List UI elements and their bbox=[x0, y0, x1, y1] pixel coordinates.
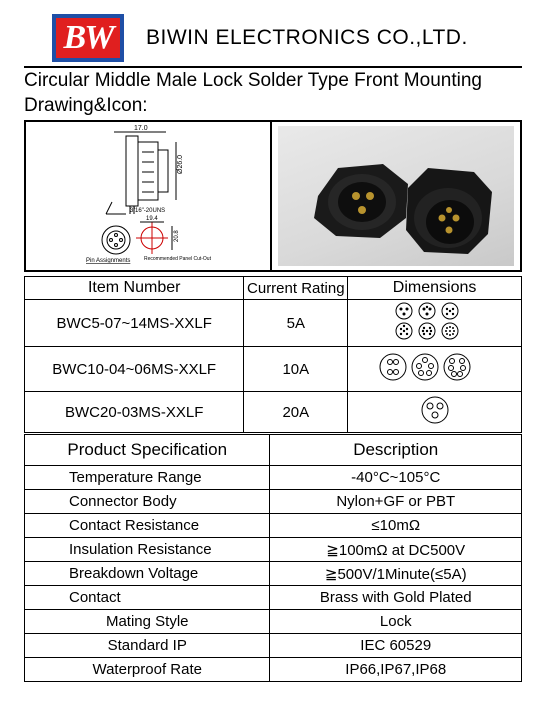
spec-table bbox=[24, 434, 522, 682]
item-number-header: Item Number bbox=[25, 277, 244, 300]
spec-value: Lock bbox=[270, 610, 522, 634]
technical-drawing bbox=[26, 122, 270, 270]
table-row bbox=[25, 586, 522, 610]
spec-label: Contact bbox=[25, 586, 270, 610]
table-row bbox=[25, 514, 522, 538]
spec-label: Contact Resistance bbox=[25, 514, 270, 538]
panel-cutout-label: Recommended Panel Cut-Out bbox=[144, 256, 211, 262]
drawing-subtitle: Drawing&Icon: bbox=[24, 95, 148, 116]
connector-image bbox=[278, 126, 514, 266]
pin-layout-10a-icon bbox=[375, 350, 495, 384]
table-row bbox=[25, 347, 522, 392]
table-row bbox=[25, 392, 522, 433]
description-header: Description bbox=[270, 435, 522, 466]
spec-label: Connector Body bbox=[25, 490, 270, 514]
spec-label: Mating Style bbox=[25, 610, 270, 634]
spec-value: IP66,IP67,IP68 bbox=[270, 658, 522, 682]
logo-text: BW bbox=[56, 18, 120, 58]
pin-layout-5a-icon bbox=[390, 300, 480, 342]
dim-width: 17.0 bbox=[134, 125, 148, 132]
pin-layout-icons bbox=[348, 300, 522, 347]
table-row bbox=[25, 634, 522, 658]
spec-value: Nylon+GF or PBT bbox=[270, 490, 522, 514]
table-row bbox=[25, 300, 522, 347]
spec-label: Waterproof Rate bbox=[25, 658, 270, 682]
spec-label: Insulation Resistance bbox=[25, 538, 270, 562]
dim-cutout-h: 20.8 bbox=[174, 230, 180, 242]
spec-value: Brass with Gold Plated bbox=[270, 586, 522, 610]
spec-value: ≧100mΩ at DC500V bbox=[270, 538, 522, 562]
item-number: BWC20-03MS-XXLF bbox=[25, 392, 244, 433]
table-row bbox=[25, 610, 522, 634]
pin-layout-20a-icon bbox=[420, 395, 450, 425]
spec-label: Breakdown Voltage bbox=[25, 562, 270, 586]
spec-label: Standard IP bbox=[25, 634, 270, 658]
item-number: BWC5-07~14MS-XXLF bbox=[25, 300, 244, 347]
dim-thread: 3/16"-20UNS bbox=[130, 208, 166, 214]
current-rating: 10A bbox=[244, 347, 348, 392]
drawing-panel bbox=[24, 120, 522, 272]
table-row bbox=[25, 658, 522, 682]
current-rating: 5A bbox=[244, 300, 348, 347]
spec-header: Product Specification bbox=[25, 435, 270, 466]
item-table bbox=[24, 276, 522, 433]
pin-assignments-label: Pin Assignments bbox=[86, 258, 131, 264]
current-rating: 20A bbox=[244, 392, 348, 433]
drawing-divider bbox=[270, 122, 272, 270]
table-row bbox=[25, 538, 522, 562]
product-photo bbox=[278, 126, 514, 266]
item-number: BWC10-04~06MS-XXLF bbox=[25, 347, 244, 392]
spec-value: ≧500V/1Minute(≤5A) bbox=[270, 562, 522, 586]
pin-layout-icons bbox=[348, 347, 522, 392]
company-name: BIWIN ELECTRONICS CO.,LTD. bbox=[146, 26, 468, 49]
table-row bbox=[25, 490, 522, 514]
spec-label: Temperature Range bbox=[25, 466, 270, 490]
pin-layout-icons bbox=[348, 392, 522, 433]
dim-diameter: Ø26.0 bbox=[177, 154, 184, 174]
spec-value: ≤10mΩ bbox=[270, 514, 522, 538]
header-divider bbox=[24, 66, 522, 68]
spec-value: -40°C~105°C bbox=[270, 466, 522, 490]
dimensions-header: Dimensions bbox=[348, 277, 522, 300]
current-rating-header: Current Rating bbox=[244, 277, 348, 300]
company-logo bbox=[52, 14, 124, 62]
product-title: Circular Middle Male Lock Solder Type Front Mounting bbox=[24, 70, 482, 91]
table-row bbox=[25, 562, 522, 586]
dim-cutout-w: 19.4 bbox=[146, 216, 158, 222]
spec-value: IEC 60529 bbox=[270, 634, 522, 658]
table-row bbox=[25, 466, 522, 490]
